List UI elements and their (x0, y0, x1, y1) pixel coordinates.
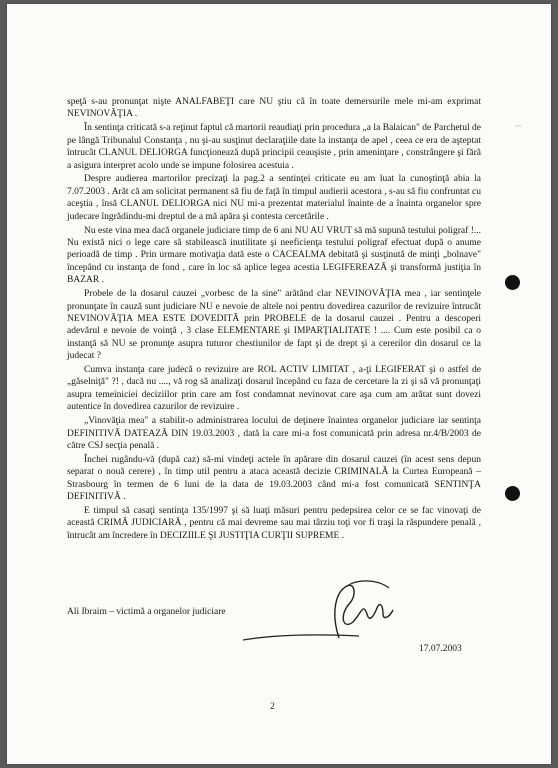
paragraph: Probele de la dosarul cauzei „vorbesc de la sine" arătând clar NEVINOVĂŢIA mea , iar sentinţele pronunţate în cauză sunt judiciare NU e nevoie de altele noi pentru dovedirea cazurilor de revizuire întrucât NEVINOVĂŢIA MEA ESTE DOVEDITĂ prin PROBELE de la dosarul cauzei . Pentru a descoperi adevărul e nevoie de voinţă , 3 clase ELEMENTARE şi IMPARŢIALITATE ! .... Cum este posibil ca o instanţă să NU se pronunţe asupra tuturor chestiunilor de fapt şi de drept şi a cererilor din dosarul ce la judecat ? (67, 289, 481, 362)
handwritten-signature (239, 574, 429, 654)
paragraph: Cumva instanţa care judecă o revizuire are ROL ACTIV LIMITAT , a-ţi LEGIFERAT şi o astfel de „găselniţă" ?! , dacă nu ...., vă rog să analizaţi dosarul începând cu faza de cercetare la zi şi să vă pronunţaţi asupra temeiniciei deciziilor prin care am fost condamnat nevinovat care aşa cum am arătat sunt dovezi autentice în dovedirea cazurilor de revizuire . (67, 365, 481, 413)
paragraph: „Vinovăţia mea" a stabilit-o administrarea locului de deţinere înaintea organelor judiciare iar sentinţa DEFINITIVĂ DATEAZĂ DIN 19.03.2003 , dată la care mi-a fost comunicată prin adresa nr.4/B/2003 de către CSJ secţia penală . (67, 416, 481, 451)
signature-line: Ali Ibraim – victimă a organelor judiciare (67, 607, 226, 617)
paragraph: Despre audierea martorilor precizaţi la pag.2 a sentinţei criticate eu am luat la cunoştinţă abia la 7.07.2003 . Arăt că am solicitat permanent să fiu de faţă în timpul audierii acestora , s-au să fiu confruntat cu aceştia , însă CLANUL DELIORGA nici NU mi-a prezentat materialul înainte de a înainta organelor spre judecare îngrădindu-mi dreptul de a mă apăra şi contesta cercetările . (67, 174, 481, 222)
document-page (7, 4, 551, 764)
letter-body (67, 96, 481, 544)
letter-date: 17.07.2003 (419, 644, 462, 654)
margin-mark: ~~ (515, 124, 522, 130)
punch-hole-icon (505, 275, 520, 290)
paragraph: Închei rugându-vă (după caz) să-mi vindeţi actele în apărare din dosarul cauzei (în acest sens depun separat o nouă cerere) , în timp util pentru a ataca această decizie CRIMINALĂ la Curtea Europeană – Strasbourg în termen de 6 luni de la data de 19.03.2003 când mi-a fost comunicată SENTINŢA DEFINITIVĂ . (67, 454, 481, 503)
punch-hole-icon (505, 486, 520, 501)
paragraph: Nu este vina mea dacă organele judiciare timp de 6 ani NU AU VRUT să mă supună testului poligraf !... Nu există nici o lege care să stabilească inutilitate şi neeficienţa testului poligraf efectuat după o anume perioadă de timp . Prin urmare motivaţia dată este o CACEALMA debitată şi susţinută de minţi „bolnave" începând cu instanţa de fond , care în loc să aplice legea acestia LEGIFEREAZĂ şi transformă justiţia în BAZAR . (67, 225, 481, 286)
paragraph: speţă s-au pronunţat nişte ANALFABEŢI care NU ştiu că în toate demersurile mele mi-am exprimat NEVINOVĂŢIA . (67, 97, 481, 120)
paragraph: În sentinţa criticată s-a reţinut faptul că martorii reaudiaţi prin procedura „a la Balaican" de Parchetul de pe lângă Tribunalul Constanţa , nu şi-au susţinut declaraţiile date la instanţa de apel , ceea ce era de aşteptat întrucât CLANUL DELIORGA funcţionează după principii ceauşiste , prin ameninţare , constrângere şi fără a asigura interpret acolo unde se impune folosirea acestuia . (67, 123, 481, 171)
paragraph: E timpul să casaţi sentinţa 135/1997 şi să luaţi măsuri pentru pedepsirea celor ce se fac vinovaţi de această CRIMĂ JUDICIARĂ , pentru că mai devreme sau mai târziu toţi vor fi traşi la răspundere penală , întrucât am încredere în DECIZIILE ŞI JUSTIŢIA CURŢII SUPREME . (67, 506, 481, 541)
page-number: 2 (270, 702, 275, 712)
